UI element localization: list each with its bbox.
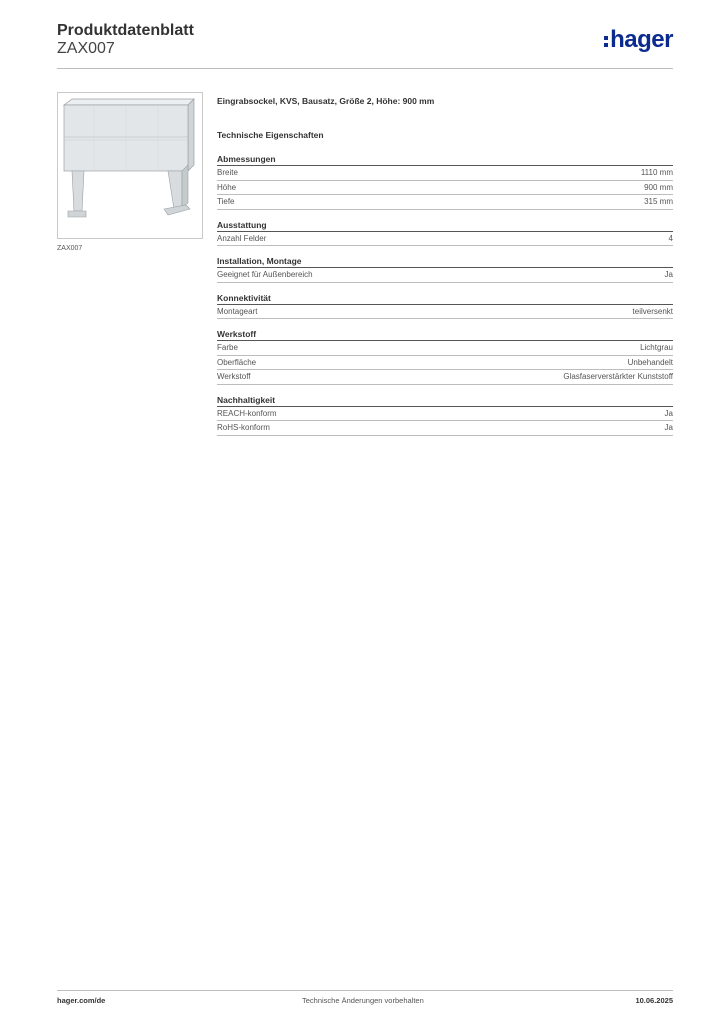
spec-label: Breite	[217, 168, 238, 177]
spec-value: 900 mm	[644, 182, 673, 192]
spec-section-connectivity	[217, 293, 673, 320]
logo-text: hager	[610, 26, 673, 53]
product-specifications	[217, 96, 673, 436]
spec-row	[217, 166, 673, 181]
spec-section-material	[217, 329, 673, 385]
spec-section-dimensions	[217, 154, 673, 210]
footer-notice: Technische Änderungen vorbehalten	[302, 996, 424, 1005]
spec-label: Geeignet für Außenbereich	[217, 270, 313, 279]
spec-label: Tiefe	[217, 197, 235, 206]
spec-row	[217, 421, 673, 436]
spec-row	[217, 407, 673, 422]
spec-section-installation	[217, 256, 673, 283]
section-title: Konnektivität	[217, 293, 673, 305]
spec-label: Farbe	[217, 343, 238, 352]
spec-section-equipment	[217, 220, 673, 247]
spec-value: Ja	[664, 270, 673, 279]
spec-value: Ja	[664, 423, 673, 432]
footer-date: 10.06.2025	[635, 996, 673, 1005]
spec-label: Anzahl Felder	[217, 233, 267, 243]
logo-dots-icon	[604, 36, 608, 47]
image-caption: ZAX007	[57, 245, 83, 252]
footer-divider	[57, 990, 673, 991]
spec-value: Glasfaserverstärkter Kunststoff	[563, 372, 673, 381]
product-image	[57, 92, 203, 239]
spec-value: 1110 mm	[640, 168, 673, 177]
spec-value: Lichtgrau	[640, 343, 673, 352]
spec-section-sustainability	[217, 395, 673, 436]
section-title: Abmessungen	[217, 154, 673, 166]
spec-value: teilversenkt	[632, 306, 673, 316]
spec-label: Oberfläche	[217, 357, 257, 367]
spec-row	[217, 268, 673, 283]
spec-value: Unbehandelt	[627, 357, 673, 367]
header-divider	[57, 68, 673, 69]
section-title: Nachhaltigkeit	[217, 395, 673, 407]
spec-value: Ja	[664, 408, 673, 418]
spec-row	[217, 232, 673, 247]
spec-row	[217, 356, 673, 371]
spec-row	[217, 370, 673, 385]
hager-logo	[604, 26, 673, 54]
section-title: Werkstoff	[217, 329, 673, 341]
page-footer	[57, 996, 673, 1010]
document-title: Produktdatenblatt	[57, 22, 194, 39]
product-code: ZAX007	[57, 40, 115, 57]
spec-label: RoHS-konform	[217, 423, 270, 432]
section-title: Installation, Montage	[217, 256, 673, 268]
section-title: Ausstattung	[217, 220, 673, 232]
spec-row	[217, 341, 673, 356]
spec-row	[217, 181, 673, 196]
product-description: Eingrabsockel, KVS, Bausatz, Größe 2, Höhe: 900 mm	[217, 96, 435, 106]
plinth-illustration-icon	[58, 93, 202, 238]
spec-value: 315 mm	[644, 197, 673, 206]
page-header	[57, 20, 673, 70]
spec-label: Montageart	[217, 306, 258, 316]
spec-label: REACH-konform	[217, 408, 277, 418]
spec-label: Höhe	[217, 182, 237, 192]
spec-row	[217, 305, 673, 320]
spec-value: 4	[668, 233, 673, 243]
footer-website-link[interactable]: hager.com/de	[57, 996, 106, 1005]
spec-row	[217, 195, 673, 210]
specs-heading: Technische Eigenschaften	[217, 130, 324, 140]
spec-label: Werkstoff	[217, 372, 251, 381]
